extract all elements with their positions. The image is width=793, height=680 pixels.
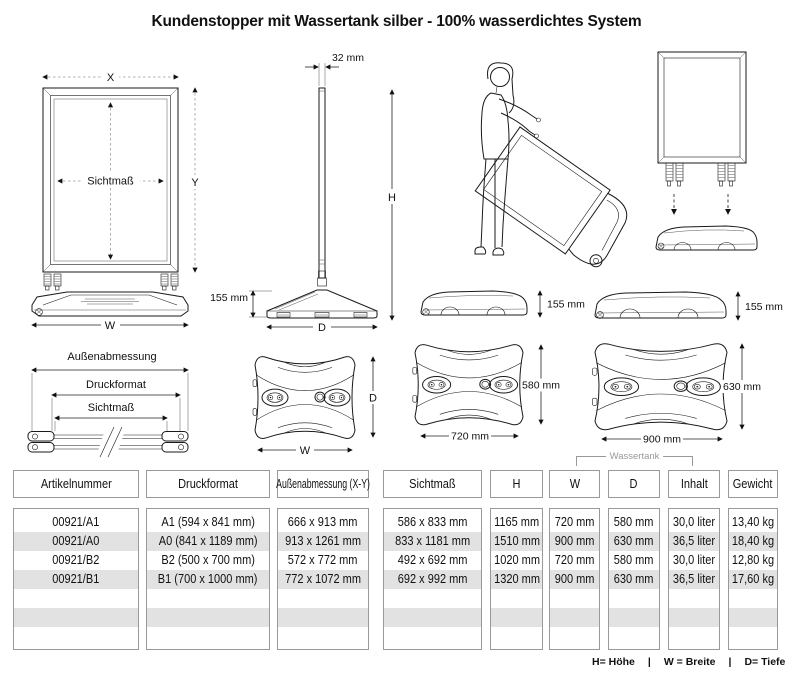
empty-row	[609, 627, 659, 646]
page-title: Kundenstopper mit Wassertank silber - 100% wasserdichtes System	[151, 13, 642, 30]
dimension-label-d: D	[318, 322, 326, 334]
column-header: Außenabmessung (X-Y)	[277, 470, 369, 498]
column-body	[728, 508, 778, 650]
table-column-artikelnummer	[13, 0, 139, 680]
table-cell: 36,5 liter	[669, 570, 719, 589]
table-column-d	[608, 0, 660, 680]
table-cell: 1165 mm	[494, 515, 540, 529]
dimension-label-base-height: 155 mm	[547, 298, 585, 311]
wassertank-bracket-label: Wassertank	[606, 450, 664, 463]
table-cell: 900 mm	[550, 570, 599, 589]
table-cell: 1510 mm	[491, 532, 542, 551]
legend-d: D= Tiefe	[744, 656, 786, 668]
empty-row	[729, 627, 777, 646]
table-cell: 492 x 692 mm	[397, 553, 468, 567]
legend-h: H= Höhe	[592, 656, 635, 668]
empty-row	[278, 608, 368, 627]
table-column-gewicht	[728, 0, 778, 680]
table-cell: B2 (500 x 700 mm)	[161, 553, 255, 567]
column-header: Artikelnummer	[13, 470, 139, 498]
column-header: Sichtmaß	[383, 470, 482, 498]
table-cell: 586 x 833 mm	[397, 515, 468, 529]
table-column-h	[490, 0, 543, 680]
table-cell: 580 mm	[614, 553, 654, 567]
empty-row	[669, 589, 719, 608]
column-body	[146, 508, 270, 650]
column-body	[13, 508, 139, 650]
column-header: Inhalt	[668, 470, 720, 498]
table-cell: 1320 mm	[491, 570, 542, 589]
table-cell: 00921/B2	[52, 553, 100, 567]
dimension-label-width: 720 mm	[451, 430, 489, 443]
dimension-label-pole-width: 32 mm	[331, 52, 365, 64]
table-cell: 00921/A1	[52, 515, 100, 529]
table-cell: 30,0 liter	[672, 515, 716, 529]
table-cell: 00921/B1	[14, 570, 138, 589]
empty-row	[550, 589, 599, 608]
table-cell: 00921/A0	[14, 532, 138, 551]
empty-row	[384, 608, 481, 627]
table-cell: 720 mm	[554, 515, 595, 529]
empty-row	[669, 608, 719, 627]
column-body	[608, 508, 660, 650]
column-body	[490, 508, 543, 650]
empty-row	[609, 608, 659, 627]
table-column-inhalt	[668, 0, 720, 680]
dimension-label-base-height: 155 mm	[745, 301, 783, 313]
table-cell: 572 x 772 mm	[288, 553, 358, 567]
empty-row	[384, 589, 481, 608]
column-body	[668, 508, 720, 650]
empty-row	[14, 627, 138, 646]
table-cell: 30,0 liter	[672, 553, 716, 567]
column-header: Druckformat	[146, 470, 270, 498]
empty-row	[491, 627, 542, 646]
column-header: W	[549, 470, 600, 498]
dimension-label-print: Druckformat	[86, 379, 146, 391]
table-cell: 580 mm	[614, 515, 654, 529]
table-cell: 630 mm	[609, 570, 659, 589]
empty-row	[609, 589, 659, 608]
dimension-label-visible: Sichtmaß	[87, 402, 135, 414]
legend	[592, 656, 785, 668]
table-cell: 900 mm	[550, 532, 599, 551]
table-cell: 36,5 liter	[669, 532, 719, 551]
dimension-label-x: X	[106, 72, 115, 84]
empty-row	[14, 589, 138, 608]
table-cell: A1 (594 x 841 mm)	[161, 515, 255, 529]
table-cell: 12,80 kg	[731, 553, 775, 567]
table-cell: 833 x 1181 mm	[384, 532, 481, 551]
empty-row	[491, 608, 542, 627]
table-cell: 18,40 kg	[729, 532, 777, 551]
column-body	[277, 508, 369, 650]
table-cell: 17,60 kg	[729, 570, 777, 589]
table-cell: B1 (700 x 1000 mm)	[147, 570, 269, 589]
table-column-druckformat	[146, 0, 270, 680]
empty-row	[147, 608, 269, 627]
empty-row	[278, 589, 368, 608]
table-column-sichtmass	[383, 0, 482, 680]
table-cell: 692 x 992 mm	[384, 570, 481, 589]
dimension-label-w: W	[104, 320, 116, 332]
dimension-label-base-height: 155 mm	[210, 292, 248, 304]
dimension-label-outer: Außenabmessung	[67, 351, 157, 363]
table-cell: 13,40 kg	[731, 515, 775, 529]
empty-row	[147, 589, 269, 608]
legend-separator: |	[647, 656, 651, 668]
dimension-label-width: W	[299, 445, 311, 457]
column-header: H	[490, 470, 543, 498]
table-cell: 666 x 913 mm	[288, 515, 358, 529]
table-cell: 720 mm	[554, 553, 595, 567]
empty-row	[550, 627, 599, 646]
column-header: D	[608, 470, 660, 498]
table-cell: 630 mm	[609, 532, 659, 551]
dimension-label-h: H	[388, 192, 396, 204]
empty-row	[147, 627, 269, 646]
empty-row	[669, 627, 719, 646]
legend-separator: |	[728, 656, 732, 668]
dimension-label-depth: 580 mm	[522, 379, 560, 392]
table-cell: 1020 mm	[494, 553, 540, 567]
column-header: Gewicht	[728, 470, 778, 498]
empty-row	[384, 627, 481, 646]
table-column-w	[549, 0, 600, 680]
dimension-label-sichtmass: Sichtmaß	[87, 175, 134, 188]
dimension-label-depth: D	[369, 392, 377, 405]
empty-row	[729, 589, 777, 608]
table-column-aussenabmessung	[277, 0, 369, 680]
column-body	[549, 508, 600, 650]
empty-row	[550, 608, 599, 627]
legend-w: W = Breite	[663, 656, 716, 668]
empty-row	[14, 608, 138, 627]
empty-row	[491, 589, 542, 608]
dimension-label-width: 900 mm	[643, 433, 681, 446]
table-cell: 772 x 1072 mm	[278, 570, 368, 589]
table-cell: A0 (841 x 1189 mm)	[147, 532, 269, 551]
dimension-label-depth: 630 mm	[723, 381, 761, 393]
column-body	[383, 508, 482, 650]
table-cell: 913 x 1261 mm	[278, 532, 368, 551]
dimension-label-y: Y	[191, 177, 199, 189]
empty-row	[729, 608, 777, 627]
empty-row	[278, 627, 368, 646]
